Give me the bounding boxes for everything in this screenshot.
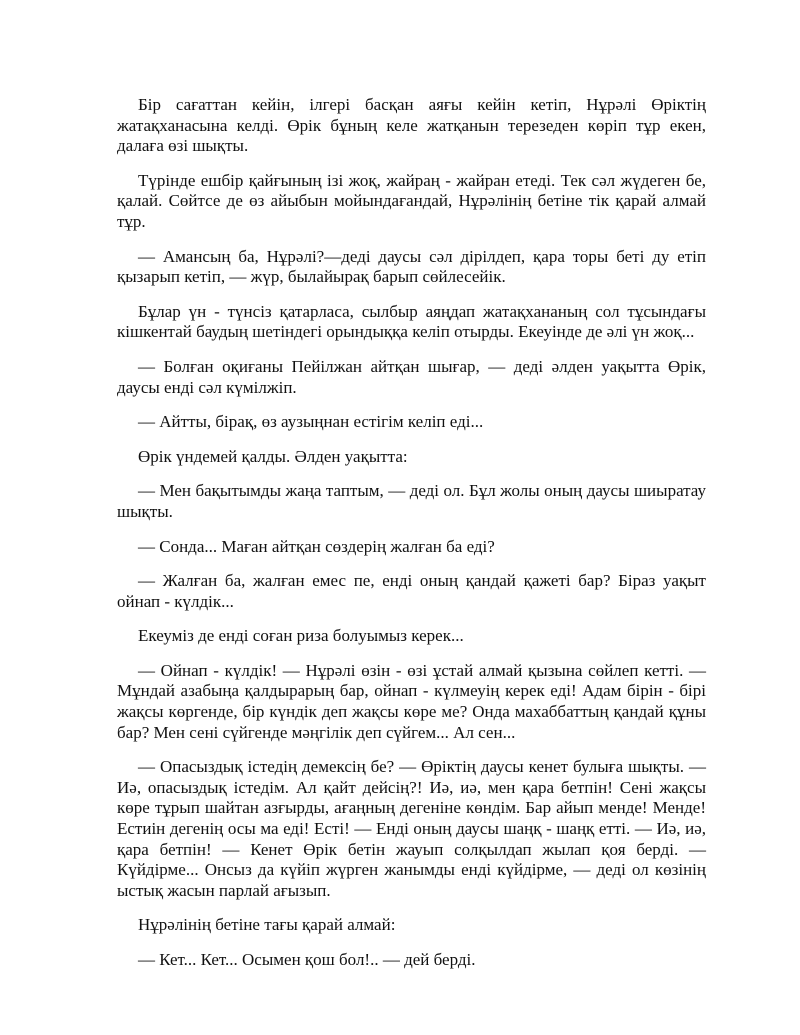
paragraph-text: — Мен бақытымды жаңа таптым, — деді ол. Бұл жолы оның даусы шиыратау шықты. (117, 481, 706, 521)
paragraph (117, 481, 706, 522)
paragraph-text: Нұрәлінің бетіне тағы қарай алмай: (138, 915, 396, 935)
paragraph-text: Өрік үндемей қалды. Әлден уақытта: (138, 446, 408, 466)
paragraph-text: — Кет... Кет... Осымен қош бол!.. — дей берді. (138, 950, 476, 969)
paragraph (117, 626, 706, 647)
paragraph-text: Бұлар үн - түнсіз қатарласа, сылбыр аяңдап жатақхананың сол тұсындағы кішкентай баудың шетіндегі орындыққа келіп отырды. Екеуінде де әлі үн жоқ... (117, 301, 706, 342)
paragraph (117, 302, 706, 343)
paragraph (117, 95, 706, 157)
paragraph (117, 537, 706, 558)
paragraph (117, 171, 706, 233)
paragraph (117, 247, 706, 288)
paragraph-text: — Сонда... Маған айтқан сөздерің жалған ба еді? (138, 536, 495, 556)
paragraph-text: — Амансың ба, Нұрәлі?—деді даусы сәл дірілдеп, қара торы беті ду етіп қызарып кетіп, — жүр, былайырақ барып сөйлесейік. (117, 246, 706, 287)
paragraph-text: — Айтты, бірақ, өз аузыңнан естігім келіп еді... (138, 412, 484, 432)
document-body (117, 95, 706, 985)
paragraph-text: — Болған оқиғаны Пейілжан айтқан шығар, — деді әлден уақытта Өрік, даусы енді сәл күмілжіп. (117, 356, 706, 397)
paragraph-text: — Жалған ба, жалған емес пе, енді оның қандай қажеті бар? Біраз уақыт ойнап - күлдік... (117, 571, 706, 611)
paragraph (117, 447, 706, 468)
paragraph-text: Түрінде ешбір қайғының ізі жоқ, жайраң - жайран етеді. Тек сәл жүдеген бе, қалай. Сөйтсе де өз айыбын мойындағандай, Нұрәлінің бетіне тік қарай алмай тұр. (117, 170, 706, 231)
paragraph-text: — Ойнап - күлдік! — Нұрәлі өзін - өзі ұстай алмай қызына сөйлеп кетті. — Мұндай азабыңа қалдырарың бар, ойнап - күлмеуің керек еді! Адам бірін - бірі жақсы көргенде, бір күндік деп жақсы көре ме? Онда махаббаттың қандай құны бар? Мен сені сүйгенде мәңгілік деп сүйгем... Ал сен... (117, 660, 706, 742)
paragraph (117, 412, 706, 433)
paragraph-text: — Опасыздық істедің демексің бе? — Өріктің даусы кенет булыға шықты. — Иә, опасыздық істедім. Ал қайт дейсің?! Иә, иә, мен қара бетпін! Сені жақсы көре тұрып шайтан азғырды, ағаңның дегеніне көндім. Бар айып менде! Менде! Естиін дегенің осы ма еді! Есті! — Енді оның даусы шаңқ - шаңқ етті. — Иә, иә, қара бетпін! — Кенет Өрік бетін жауып солқылдап жылап қоя берді. — Күйдірме... Онсыз да күйіп жүрген жанымды енді күйдірме, — деді ол көзінің ыстық жасын парлай ағызып. (117, 757, 706, 900)
paragraph (117, 757, 706, 901)
paragraph (117, 571, 706, 612)
paragraph-text: Бір сағаттан кейін, ілгері басқан аяғы кейін кетіп, Нұрәлі Өріктің жатақханасына келді. Өрік бұның келе жатқанын терезеден көріп тұр екен, далаға өзі шықты. (117, 95, 706, 156)
paragraph (117, 915, 706, 936)
paragraph (117, 357, 706, 398)
paragraph-text: Екеуміз де енді соған риза болуымыз керек... (138, 626, 464, 646)
paragraph (117, 661, 706, 743)
paragraph (117, 950, 706, 971)
